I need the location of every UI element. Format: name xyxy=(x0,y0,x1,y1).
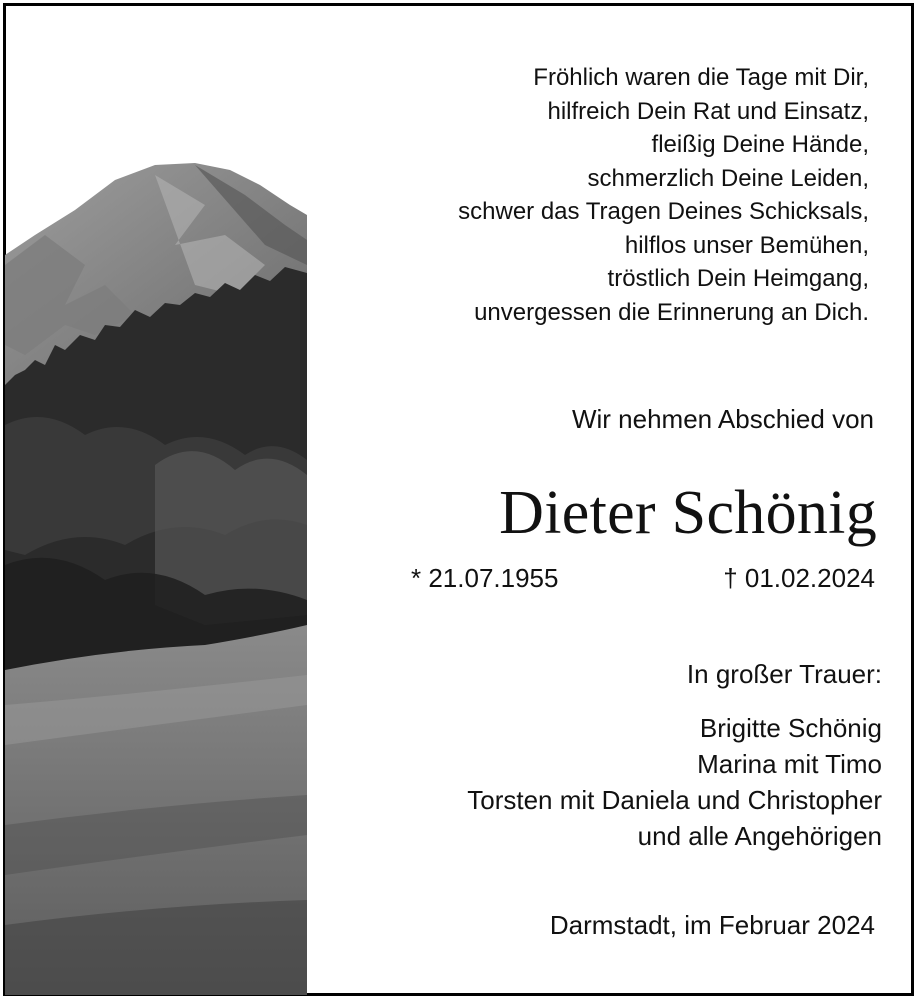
mourner-name: Marina mit Timo xyxy=(697,749,882,779)
poem-line: fleißig Deine Hände, xyxy=(651,131,869,158)
deceased-name: Dieter Schönig xyxy=(499,479,877,547)
death-date: † 01.02.2024 xyxy=(723,563,875,593)
mourner-name: Brigitte Schönig xyxy=(699,713,882,743)
poem-line: tröstlich Dein Heimgang, xyxy=(607,265,869,292)
poem-line: hilfreich Dein Rat und Einsatz, xyxy=(547,97,869,125)
mountain-forest-photo xyxy=(5,5,307,995)
poem-line: hilflos unser Bemühen, xyxy=(624,231,869,259)
memorial-poem xyxy=(349,61,869,329)
mourner-name: Torsten mit Daniela und Christopher xyxy=(467,785,882,815)
poem-line: Fröhlich waren die Tage mit Dir, xyxy=(533,64,869,91)
birth-date: * 21.07.1955 xyxy=(411,563,559,593)
mourners-list xyxy=(467,710,882,854)
poem-line: schwer das Tragen Deines Schicksals, xyxy=(458,198,869,225)
mourning-label: In großer Trauer: xyxy=(686,659,882,689)
poem-line: unvergessen die Erinnerung an Dich. xyxy=(474,298,869,326)
mourner-name: und alle Angehörigen xyxy=(637,821,882,851)
farewell-intro: Wir nehmen Abschied von xyxy=(571,404,874,434)
poem-line: schmerzlich Deine Leiden, xyxy=(587,164,869,192)
place-and-date: Darmstadt, im Februar 2024 xyxy=(549,910,875,940)
